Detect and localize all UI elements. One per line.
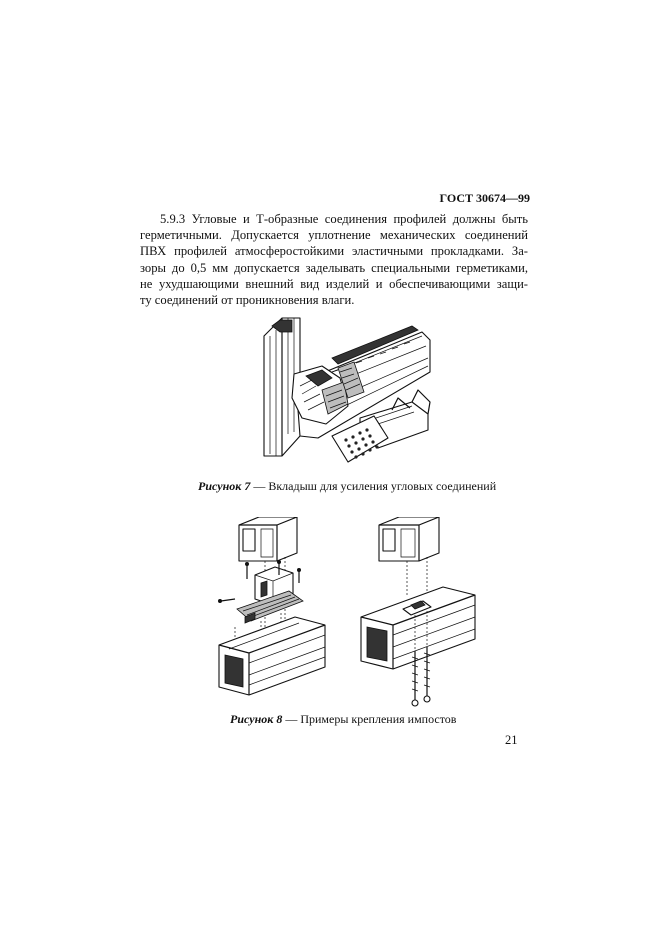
standard-code-header: ГОСТ 30674—99 — [439, 191, 530, 205]
figure-7-caption — [198, 479, 496, 494]
figure-7-dash: — — [250, 479, 269, 493]
figure-7-caption-text: Вкладыш для усиления угловых соединений — [268, 479, 497, 493]
paragraph-line-2: герметичными. Допускается уплотнение механических соединений — [140, 228, 528, 243]
figure-8-caption — [230, 712, 456, 727]
paragraph-line-1: 5.9.3 Угловые и Т-образные соединения профилей должны быть — [160, 212, 528, 226]
figure-8-left-bracket-drawing — [215, 517, 335, 707]
paragraph-line-4: зоры до 0,5 мм допускается заделывать специальными герметиками, — [140, 260, 528, 275]
paragraph-line-5: не ухудшающими внешний вид изделий и обеспечивающими защи- — [140, 276, 528, 291]
figure-7-label: Рисунок 7 — [198, 479, 251, 493]
section-5-9-3-paragraph — [140, 211, 528, 308]
figure-8-dash: — — [282, 712, 301, 726]
paragraph-line-6: ту соединений от проникновения влаги. — [140, 293, 355, 308]
figure-8-caption-text: Примеры крепления импостов — [300, 712, 457, 726]
figure-8-right-screws-drawing — [357, 517, 483, 707]
figure-8-label: Рисунок 8 — [230, 712, 283, 726]
paragraph-line-3: ПВХ профилей атмосферостойкими эластичными прокладками. За- — [140, 244, 528, 259]
figure-7-corner-insert-drawing — [252, 306, 452, 472]
page-number: 21 — [505, 733, 518, 747]
